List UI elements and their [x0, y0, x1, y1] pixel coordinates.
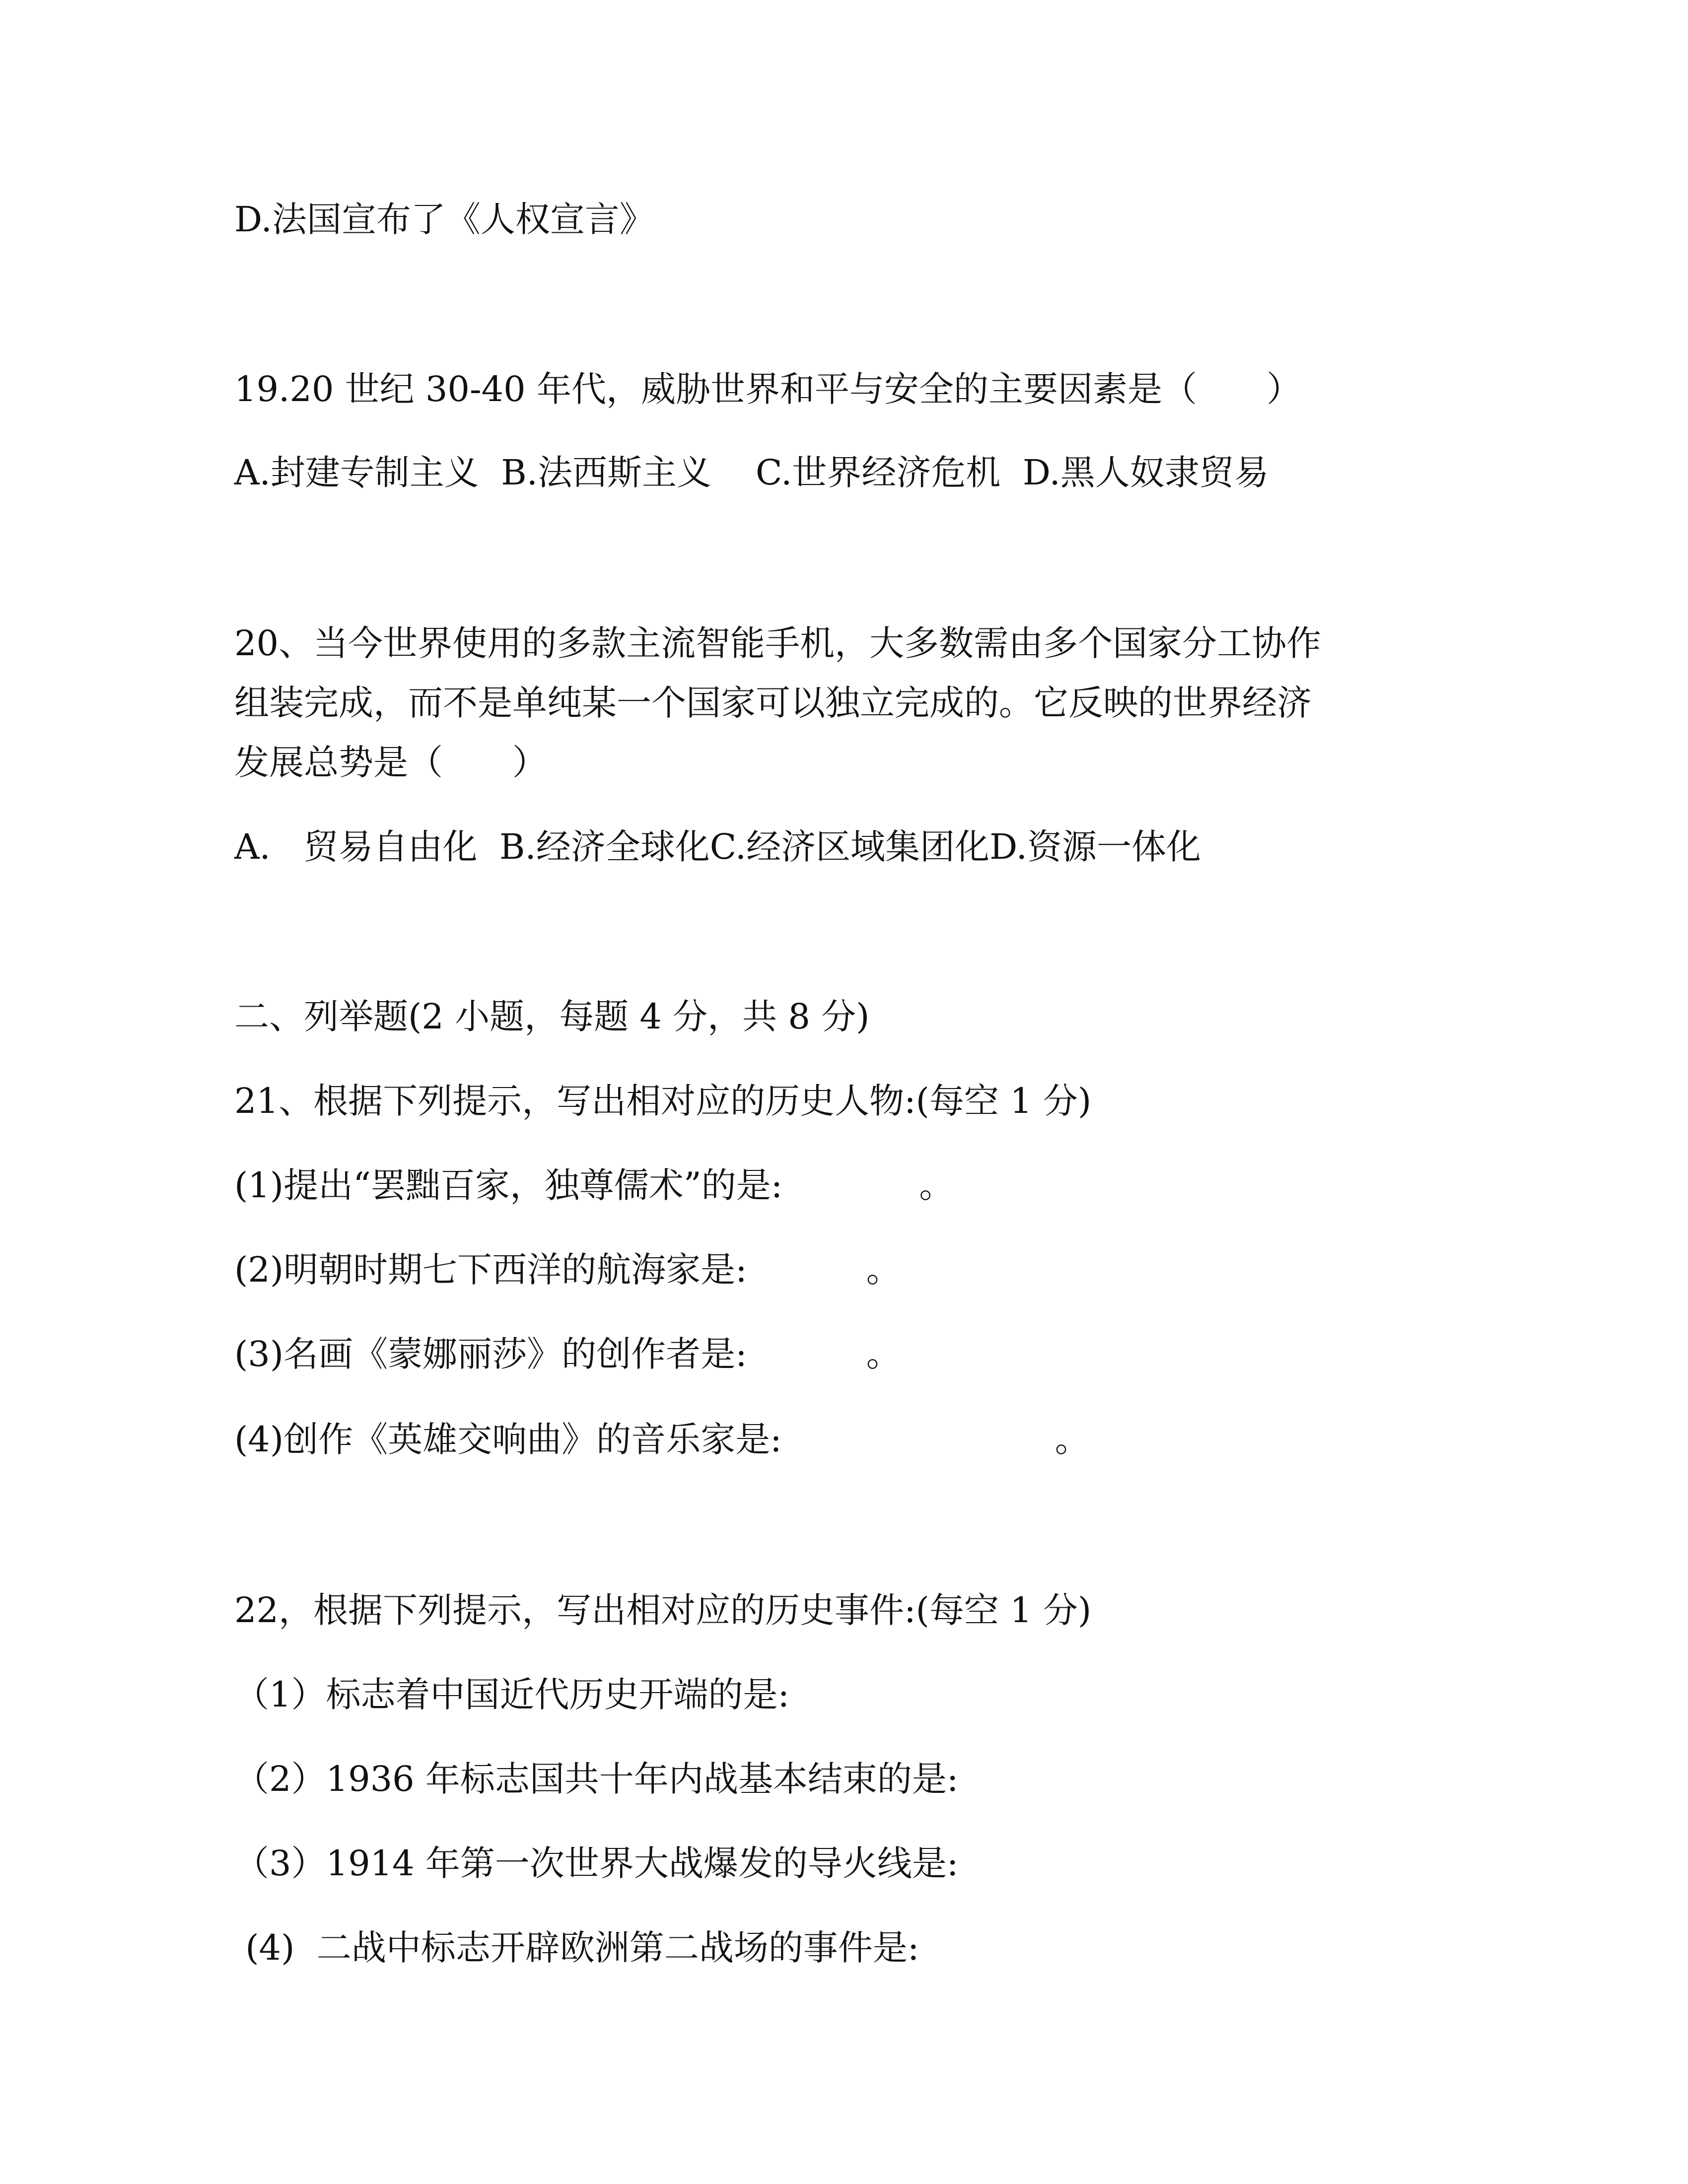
- q21-stem: 21、根据下列提示，写出相对应的历史人物:(每空 1 分): [234, 1081, 1092, 1121]
- q22-item-3: （3）1914 年第一次世界大战爆发的导火线是:: [234, 1843, 959, 1884]
- q20-options: A. 贸易自由化 B.经济全球化C.经济区域集团化D.资源一体化: [234, 826, 1201, 867]
- q21-item-4-end: 。: [1055, 1419, 1090, 1460]
- q21-item-1-prompt: (1)提出“罢黜百家，独尊儒术”的是:: [234, 1165, 783, 1206]
- q21-item-4-prompt: (4)创作《英雄交响曲》的音乐家是:: [234, 1419, 782, 1460]
- q21-item-1-end: 。: [919, 1165, 954, 1206]
- q22-item-2: （2）1936 年标志国共十年内战基本结束的是:: [234, 1759, 959, 1799]
- q22-stem: 22，根据下列提示，写出相对应的历史事件:(每空 1 分): [234, 1590, 1092, 1631]
- q21-item-2-end: 。: [866, 1249, 901, 1290]
- q21-item-1: [234, 1161, 954, 1209]
- q21-item-2-prompt: (2)明朝时期七下西洋的航海家是:: [234, 1249, 747, 1290]
- q20-stem-line-2: 组装完成，而不是单纯某一个国家可以独立完成的。它反映的世界经济: [234, 682, 1312, 723]
- q21-item-3: [234, 1330, 901, 1378]
- q22-item-4: (4) 二战中标志开辟欧洲第二战场的事件是:: [234, 1927, 919, 1968]
- section-heading: 二、列举题(2 小题，每题 4 分，共 8 分): [234, 996, 870, 1037]
- q22-item-1: （1）标志着中国近代历史开端的是:: [234, 1674, 790, 1715]
- q18-option-d: D.法国宣布了《人权宣言》: [234, 199, 654, 240]
- q19-options: A.封建专制主义 B.法西斯主义 C.世界经济危机 D.黑人奴隶贸易: [234, 452, 1269, 493]
- q19-stem: 19.20 世纪 30-40 年代，威胁世界和平与安全的主要因素是（ ）: [234, 369, 1301, 410]
- q21-item-4: [234, 1416, 1090, 1463]
- q20-stem-line-1: 20、当今世界使用的多款主流智能手机，大多数需由多个国家分工协作: [234, 623, 1322, 664]
- q20-stem-line-3: 发展总势是（ ）: [234, 742, 547, 783]
- q21-item-3-end: 。: [866, 1334, 901, 1374]
- q21-item-3-prompt: (3)名画《蒙娜丽莎》的创作者是:: [234, 1334, 747, 1374]
- q21-item-2: [234, 1246, 901, 1294]
